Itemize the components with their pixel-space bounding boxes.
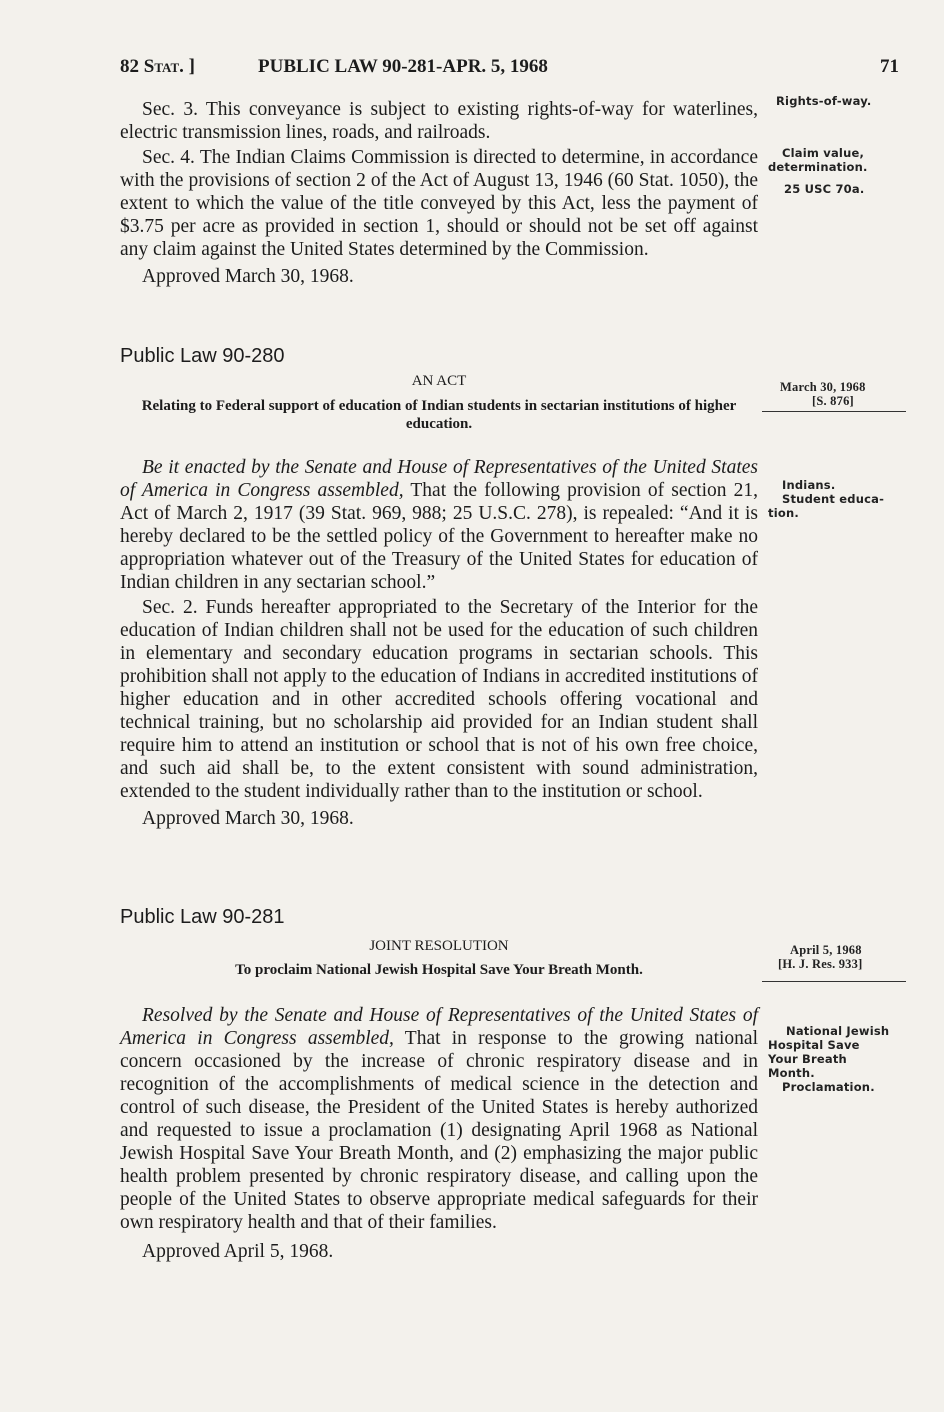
act-type: AN ACT [411, 373, 467, 389]
margin-rule [762, 981, 906, 982]
margin-note-indians: Indians. Student educa- tion. [768, 478, 885, 520]
header-volume: 82 Stat. ] [120, 56, 195, 77]
sec-2-paragraph: Sec. 2. Funds hereafter appropriated to the Secretary of the Interior for the education of Indian children shall not be used for the education of such children in elementary and secondary education programs in sectarian schools. This prohibition shall not apply to the education of Indians in accredited institutions of higher education and in other accredited schools offering vocational and technical training, but no scholarship aid provided for an Indian student shall require him to attend an institution or school that is not of his own free choice, and such aid shall be, to the extent consistent with sound administration, extended to the student individually rather than to the institution or school. [120, 597, 758, 802]
margin-date-281: April 5, 1968 [H. J. Res. 933] [778, 943, 863, 971]
law-281-body [120, 1004, 758, 1263]
margin-note-usc: 25 USC 70a. [784, 182, 865, 196]
law-280-body [120, 456, 758, 830]
header-title: PUBLIC LAW 90-281-APR. 5, 1968 [258, 56, 548, 77]
margin-date-280: March 30, 1968 [S. 876] [780, 380, 866, 408]
resolution-subject: To proclaim National Jewish Hospital Save Your Breath Month. [235, 962, 643, 978]
sec-1-text: That the following provision of section 21, Act of March 2, 1917 (39 Stat. 969, 988; 25 U.S.C. 278), is repealed: “And it is hereby declared to be the settled policy of the Government to hereafter make no appropriation whatever out of the Treasury of the United States for education of Indian children in any sectarian school.” [120, 480, 758, 593]
resolving-paragraph [120, 1004, 758, 1234]
resolution-text: That in response to the growing national concern occasioned by the increase of chronic respiratory disease and in recognition of the accomplishments of medical science in the detection and control of such disease, the President of the United States is hereby authorized and requested to issue a proclamation (1) designating April 1968 as National Jewish Hospital Save Your Breath Month, and (2) emphasizing the major public health problem presented by chronic respiratory disease, and calling upon the people of the United States to observe appropriate medical safeguards for their own respiratory health and that of their families. [120, 1028, 758, 1233]
law-title: Public Law 90-280 [120, 345, 285, 367]
margin-note-njh: National Jewish Hospital Save Your Breath Month. Proclamation. [768, 1024, 890, 1094]
section-3-4-block [120, 98, 758, 288]
resolution-type: JOINT RESOLUTION [369, 938, 509, 954]
margin-rule [762, 411, 906, 412]
approval-line: Approved April 5, 1968. [142, 1241, 334, 1262]
law-title: Public Law 90-281 [120, 906, 285, 928]
margin-note-claim: Claim value, determination. [768, 146, 868, 174]
sec-4-paragraph: Sec. 4. The Indian Claims Commission is directed to determine, in accordance with the provisions of section 2 of the Act of August 13, 1946 (60 Stat. 1050), the extent to which the value of the title conveyed by this Act, less the payment of $3.75 per acre as provided in section 1, should or should not be set off against any claim against the United States determined by the Commission. [120, 147, 758, 260]
approval-line: Approved March 30, 1968. [142, 808, 354, 829]
approval-line: Approved March 30, 1968. [142, 266, 354, 287]
page-number: 71 [880, 56, 899, 77]
sec-3-paragraph: Sec. 3. This conveyance is subject to existing rights-of-way for waterlines, electric transmission lines, roads, and railroads. [120, 99, 758, 143]
resolving-clause: Resolved by the Senate and House of Representatives of the United States of America in Congress assembled, [120, 1005, 758, 1049]
margin-note-rights: Rights-of-way. [776, 94, 872, 108]
enacting-paragraph [120, 456, 758, 594]
enacting-clause: Be it enacted by the Senate and House of Representatives of the United States of America in Congress assembled, [120, 457, 758, 501]
act-subject: Relating to Federal support of education of Indian students in sectarian institutions of higher education. [141, 398, 737, 432]
